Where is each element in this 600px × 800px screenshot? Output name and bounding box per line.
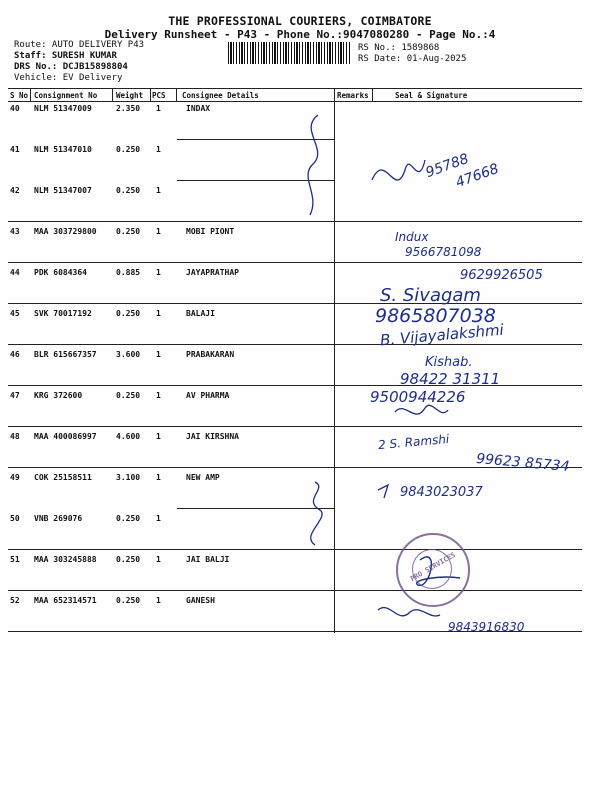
cell-weight: 0.250 [116,145,141,154]
cell-consignee: AV PHARMA [186,391,230,400]
cell-weight: 2.350 [116,104,141,113]
cell-sno: 51 [10,555,20,564]
header-pcs: PCS [152,91,166,100]
cell-consignment: MAA 303245888 [34,555,97,564]
company-title: THE PROFESSIONAL COURIERS, COIMBATORE [168,14,432,28]
cell-consignment: NLM 51347007 [34,186,92,195]
handwritten-note: B. Vijayalakshmi [379,320,505,350]
cell-pcs: 1 [156,350,161,359]
cell-weight: 0.250 [116,186,141,195]
brace-stroke-1 [308,115,318,215]
cell-consignment: COK 25158511 [34,473,92,482]
cell-pcs: 1 [156,555,161,564]
cell-pcs: 1 [156,514,161,523]
signature-scribble-5 [378,608,440,616]
handwritten-note: 9843916830 [448,620,525,634]
cell-sno: 48 [10,432,20,441]
header-consignment: Consignment No [34,91,98,100]
vehicle-label: Vehicle: EV Delivery [14,73,123,83]
staff-label: Staff: SURESH KUMAR [14,51,117,61]
cell-consignee: JAI KIRSHNA [186,432,239,441]
handwritten-note: 9566781098 [405,245,482,259]
cell-pcs: 1 [156,391,161,400]
handwritten-note: 98422 31311 [400,370,501,388]
drs-label: DRS No.: DCJB15898804 [14,62,128,72]
cell-sno: 41 [10,145,20,154]
signature-scribble-3 [378,485,388,498]
cell-sno: 50 [10,514,20,523]
cell-sno: 47 [10,391,20,400]
runsheet-subtitle: Delivery Runsheet - P43 - Phone No.:9047080280 - Page No.:4 [104,28,496,41]
cell-pcs: 1 [156,104,161,113]
cell-consignee: MOBI PIONT [186,227,235,236]
brace-stroke-2 [311,482,322,545]
cell-consignee: JAI BALJI [186,555,230,564]
cell-consignment: NLM 51347010 [34,145,92,154]
header-seal-signature: Seal & Signature [395,91,468,100]
header-sno: S No [10,91,29,100]
cell-consignment: MAA 400086997 [34,432,97,441]
cell-sno: 42 [10,186,20,195]
handwritten-note: 9500944226 [370,388,466,406]
cell-consignee: GANESH [186,596,215,605]
handwritten-note: 9843023037 [400,485,483,500]
handwritten-note: 9629926505 [460,268,543,283]
signature-scribble-2 [395,405,448,414]
cell-weight: 0.250 [116,309,141,318]
handwritten-note: 99623 85734 [475,450,571,476]
header-remarks: Remarks [337,91,369,100]
cell-sno: 45 [10,309,20,318]
cell-pcs: 1 [156,186,161,195]
cell-pcs: 1 [156,309,161,318]
cell-weight: 3.600 [116,350,141,359]
header-weight: Weight [116,91,144,100]
handwritten-note: S. Sivagam [380,285,481,306]
cell-weight: 0.250 [116,596,141,605]
cell-consignee: JAYAPRATHAP [186,268,239,277]
cell-consignment: VNB 269076 [34,514,83,523]
cell-weight: 0.250 [116,391,141,400]
handwritten-note: 9865807038 [375,305,496,327]
cell-consignee: INDAX [186,104,211,113]
cell-pcs: 1 [156,268,161,277]
header-consignee: Consignee Details [182,91,259,100]
cell-sno: 43 [10,227,20,236]
handwritten-note: 2 S. Ramshi [377,431,450,453]
cell-sno: 52 [10,596,20,605]
cell-weight: 0.250 [116,555,141,564]
cell-consignment: KRG 372600 [34,391,83,400]
cell-sno: 40 [10,104,20,113]
rs-date: RS Date: 01-Aug-2025 [358,54,467,64]
cell-sno: 49 [10,473,20,482]
handwritten-note: Indux [395,230,429,244]
rs-number: RS No.: 1589868 [358,43,440,53]
cell-weight: 0.250 [116,227,141,236]
cell-pcs: 1 [156,432,161,441]
cell-consignee: NEW AMP [186,473,220,482]
cell-pcs: 1 [156,227,161,236]
cell-weight: 3.100 [116,473,141,482]
handwritten-note: 47668 [453,160,501,192]
cell-consignment: NLM 51347009 [34,104,92,113]
route-label: Route: AUTO DELIVERY P43 [14,40,145,50]
cell-consignee: PRABAKARAN [186,350,235,359]
cell-pcs: 1 [156,473,161,482]
cell-pcs: 1 [156,596,161,605]
cell-consignment: BLR 615667357 [34,350,97,359]
cell-sno: 46 [10,350,20,359]
handwritten-note: 95788 [423,150,471,182]
seal-stamp [396,533,470,607]
cell-consignment: MAA 303729800 [34,227,97,236]
cell-weight: 0.250 [116,514,141,523]
cell-weight: 0.885 [116,268,141,277]
cell-sno: 44 [10,268,20,277]
cell-consignment: PDK 6084364 [34,268,87,277]
cell-weight: 4.600 [116,432,141,441]
cell-consignee: BALAJI [186,309,215,318]
signature-scribble-1 [372,160,425,180]
cell-consignment: SVK 70017192 [34,309,92,318]
handwritten-note: Kishab. [425,355,473,370]
cell-pcs: 1 [156,145,161,154]
seal-text: PRO SERVICES [409,550,457,584]
cell-consignment: MAA 652314571 [34,596,97,605]
